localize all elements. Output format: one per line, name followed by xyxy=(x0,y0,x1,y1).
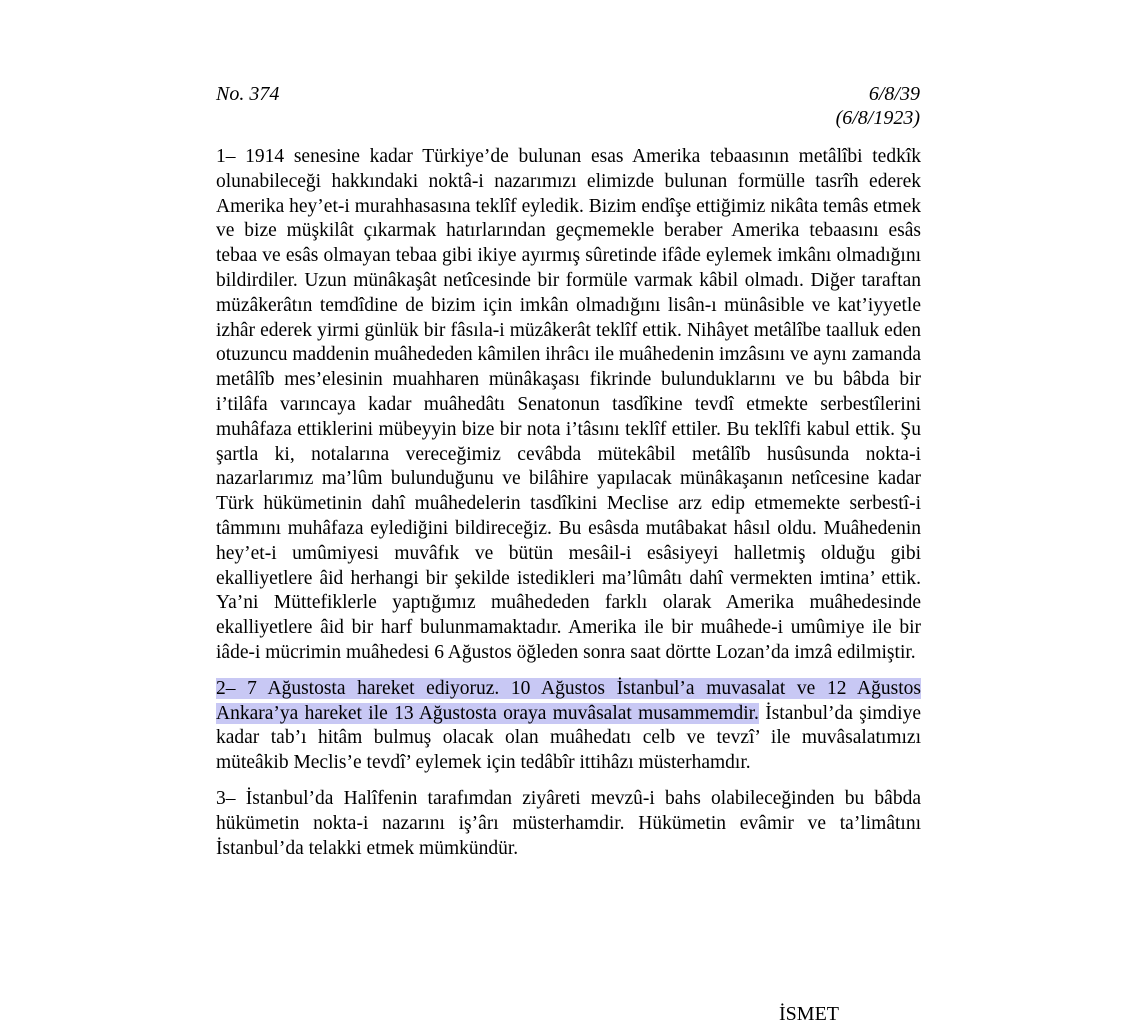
highlighted-selection[interactable]: 2– 7 Ağustosta hareket ediyoruz. 10 Ağustos İstanbul’a muvasalat ve 12 Ağustos Ankara’ya hareket ile 13 Ağustosta oraya muvâsalat musammemdir. xyxy=(216,677,921,724)
paragraph-3: 3– İstanbul’da Halîfenin tarafımdan ziyâreti mevzû-i bahs olabileceğinden bu bâbda hükümetin nokta-i nazarını iş’ârı müsterhamdir. Hükümetin evâmir ve ta’limâtını İstanbul’da telakki etmek mümkündür. xyxy=(216,787,921,859)
document-date xyxy=(700,82,920,130)
paragraph-1: 1– 1914 senesine kadar Türkiye’de bulunan esas Amerika tebaasının metâlîbi tedkîk olunabileceği hakkındaki noktâ-i nazarımızı elimizde bulunan formülle tasrîh ederek Amerika hey’et-i murahhasasına teklîf eyledik. Bizim endîşe ettiğimiz nikâta temâs etmek ve bize müşkilât çıkarmak hatırlarından geçmemekle beraber Amerika tebaasını esâs tebaa ve esâs olmayan tebaa gibi ikiye ayırmış sûretinde ifâde eylemek imkânı olmadığını bildirdiler. Uzun münâkaşât netîcesinde bir formüle varmak kâbil olmadı. Diğer taraftan müzâkerâtın temdîdine de bizim için imkân olmadığını lisân-ı münâsible ve kat’iyyetle izhâr ederek yirmi günlük bir fâsıla-i müzâkerât teklîf ettik. Nihâyet metâlîbe taalluk eden otuzuncu maddenin muâhededen kâmilen ihrâcı ile muâhedenin imzâsını ve aynı zamanda metâlîb mes’elesinin muahharen münâkaşası fikrinde bulunduklarını ve bu bâbda bir i’tilâfa varıncaya kadar muâhedâtı Senatonun tasdîkine tevdî etmekte serbestîlerini muhâfaza ettiklerini mübeyyin bize bir nota i’tâsını teklîf ettiler. Bu teklîfi kabul ettik. Şu şartla ki, notalarına vereceğimiz cevâbda mütekâbil metâlîb husûsunda nokta-i nazarlarımız ma’lûm bulunduğunu ve bilâhire yapılacak münâkaşanın netîcesine kadar Türk hükümetinin dahî muâhedelerin tasdîkini Meclise arz edip etmemekte serbestî-i tâmmını muhâfaza eylediğini bildireceğiz. Bu esâsda mutâbakat hâsıl oldu. Muâhedenin hey’et-i umûmiyesi muvâfık ve bütün mesâil-i esâsiyeyi halletmiş olduğu gibi ekalliyetlere âid herhangi bir şekilde istedikleri ma’lûmâtı dahî vermekten imtina’ ettik. Ya’ni Müttefiklerle yaptığımız muâhededen farklı olarak Amerika muâhedesinde ekalliyetlere âid bir harf bulunmamaktadır. Amerika ile bir muâhede-i umûmiye ile bir iâde-i mücrimin muâhedesi 6 Ağustos öğleden sonra saat dörtte Lozan’da imzâ edilmiştir. xyxy=(216,146,921,663)
document-body xyxy=(216,145,921,861)
document-number: No. 374 xyxy=(216,83,280,105)
signature: İSMET xyxy=(779,1003,839,1025)
paragraph-2 xyxy=(216,677,921,776)
paragraph-2-rest: İstanbul’da şimdiye kadar tab’ı hitâm bulmuş olacak olan muâhedatı celb ve tevzî’ ile muvâsalatımızı müteâkib Meclis’e tevdî’ eylemek için tedâbîr ittihâzı müsterhamdır. xyxy=(216,702,921,774)
date-gregorian: (6/8/1923) xyxy=(835,107,920,129)
date-hijri: 6/8/39 xyxy=(868,83,920,105)
